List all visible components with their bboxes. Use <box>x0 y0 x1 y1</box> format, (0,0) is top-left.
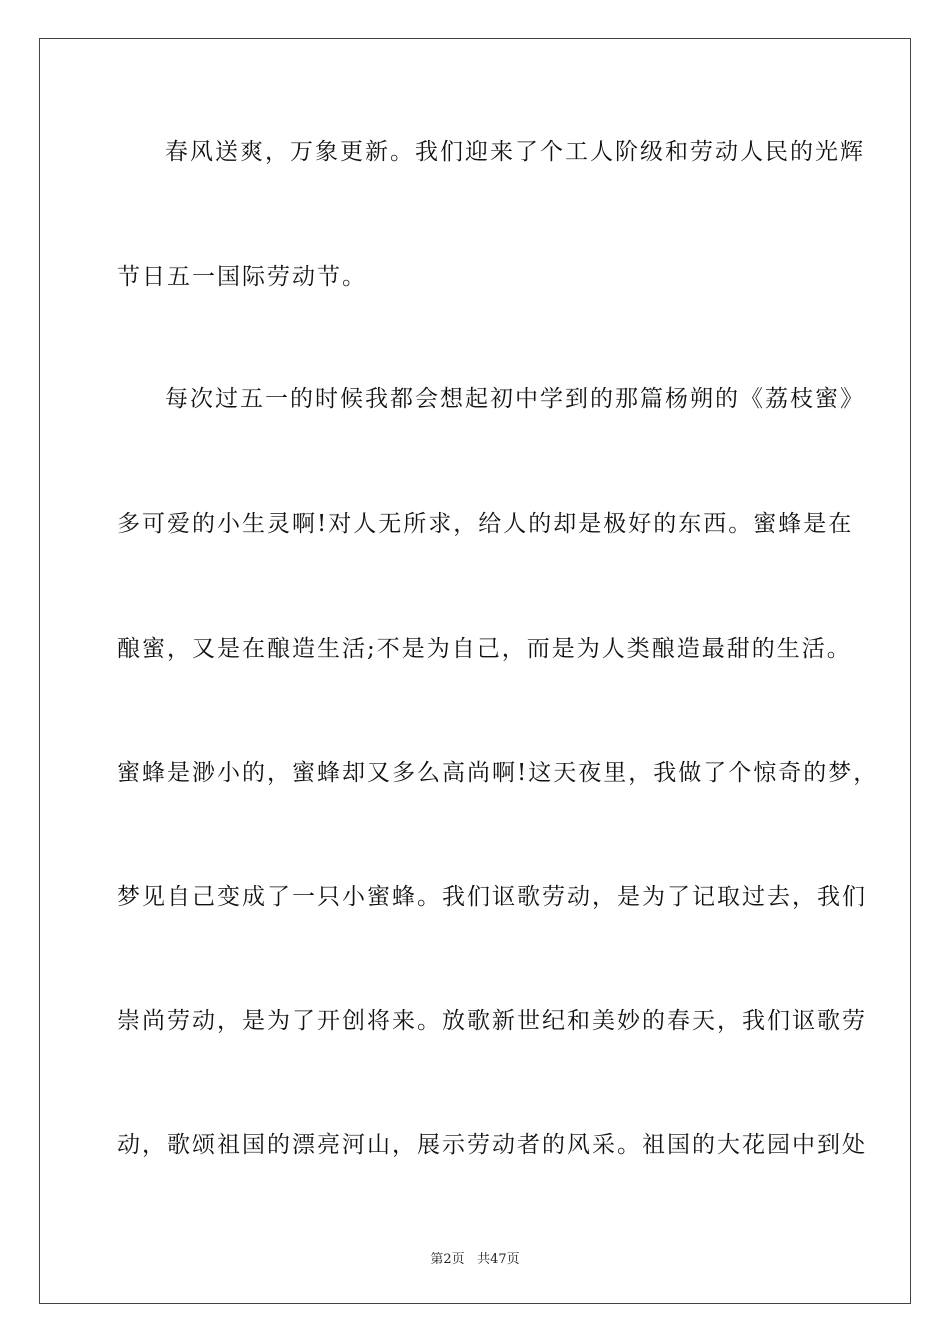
page-footer <box>0 1248 950 1267</box>
text-line: 蜜蜂是渺小的，蜜蜂却又多么高尚啊!这天夜里，我做了个惊奇的梦， <box>117 760 879 786</box>
text-line: 多可爱的小生灵啊!对人无所求，给人的却是极好的东西。蜜蜂是在 <box>117 511 854 537</box>
text-line: 动，歌颂祖国的漂亮河山，展示劳动者的风采。祖国的大花园中到处 <box>117 1132 867 1158</box>
page-total: 共47页 <box>477 1252 520 1267</box>
page-number: 第2页 <box>430 1252 465 1267</box>
text-line: 节日五一国际劳动节。 <box>117 264 367 290</box>
text-line: 春风送爽，万象更新。我们迎来了个工人阶级和劳动人民的光辉 <box>165 139 865 165</box>
page-border <box>39 38 911 1304</box>
text-line: 酿蜜，又是在酿造生活;不是为自己，而是为人类酿造最甜的生活。 <box>117 636 852 662</box>
text-line: 梦见自己变成了一只小蜜蜂。我们讴歌劳动，是为了记取过去，我们 <box>117 884 867 910</box>
text-line: 每次过五一的时候我都会想起初中学到的那篇杨朔的《荔枝蜜》 <box>165 386 865 412</box>
text-line: 崇尚劳动，是为了开创将来。放歌新世纪和美妙的春天，我们讴歌劳 <box>117 1008 867 1034</box>
